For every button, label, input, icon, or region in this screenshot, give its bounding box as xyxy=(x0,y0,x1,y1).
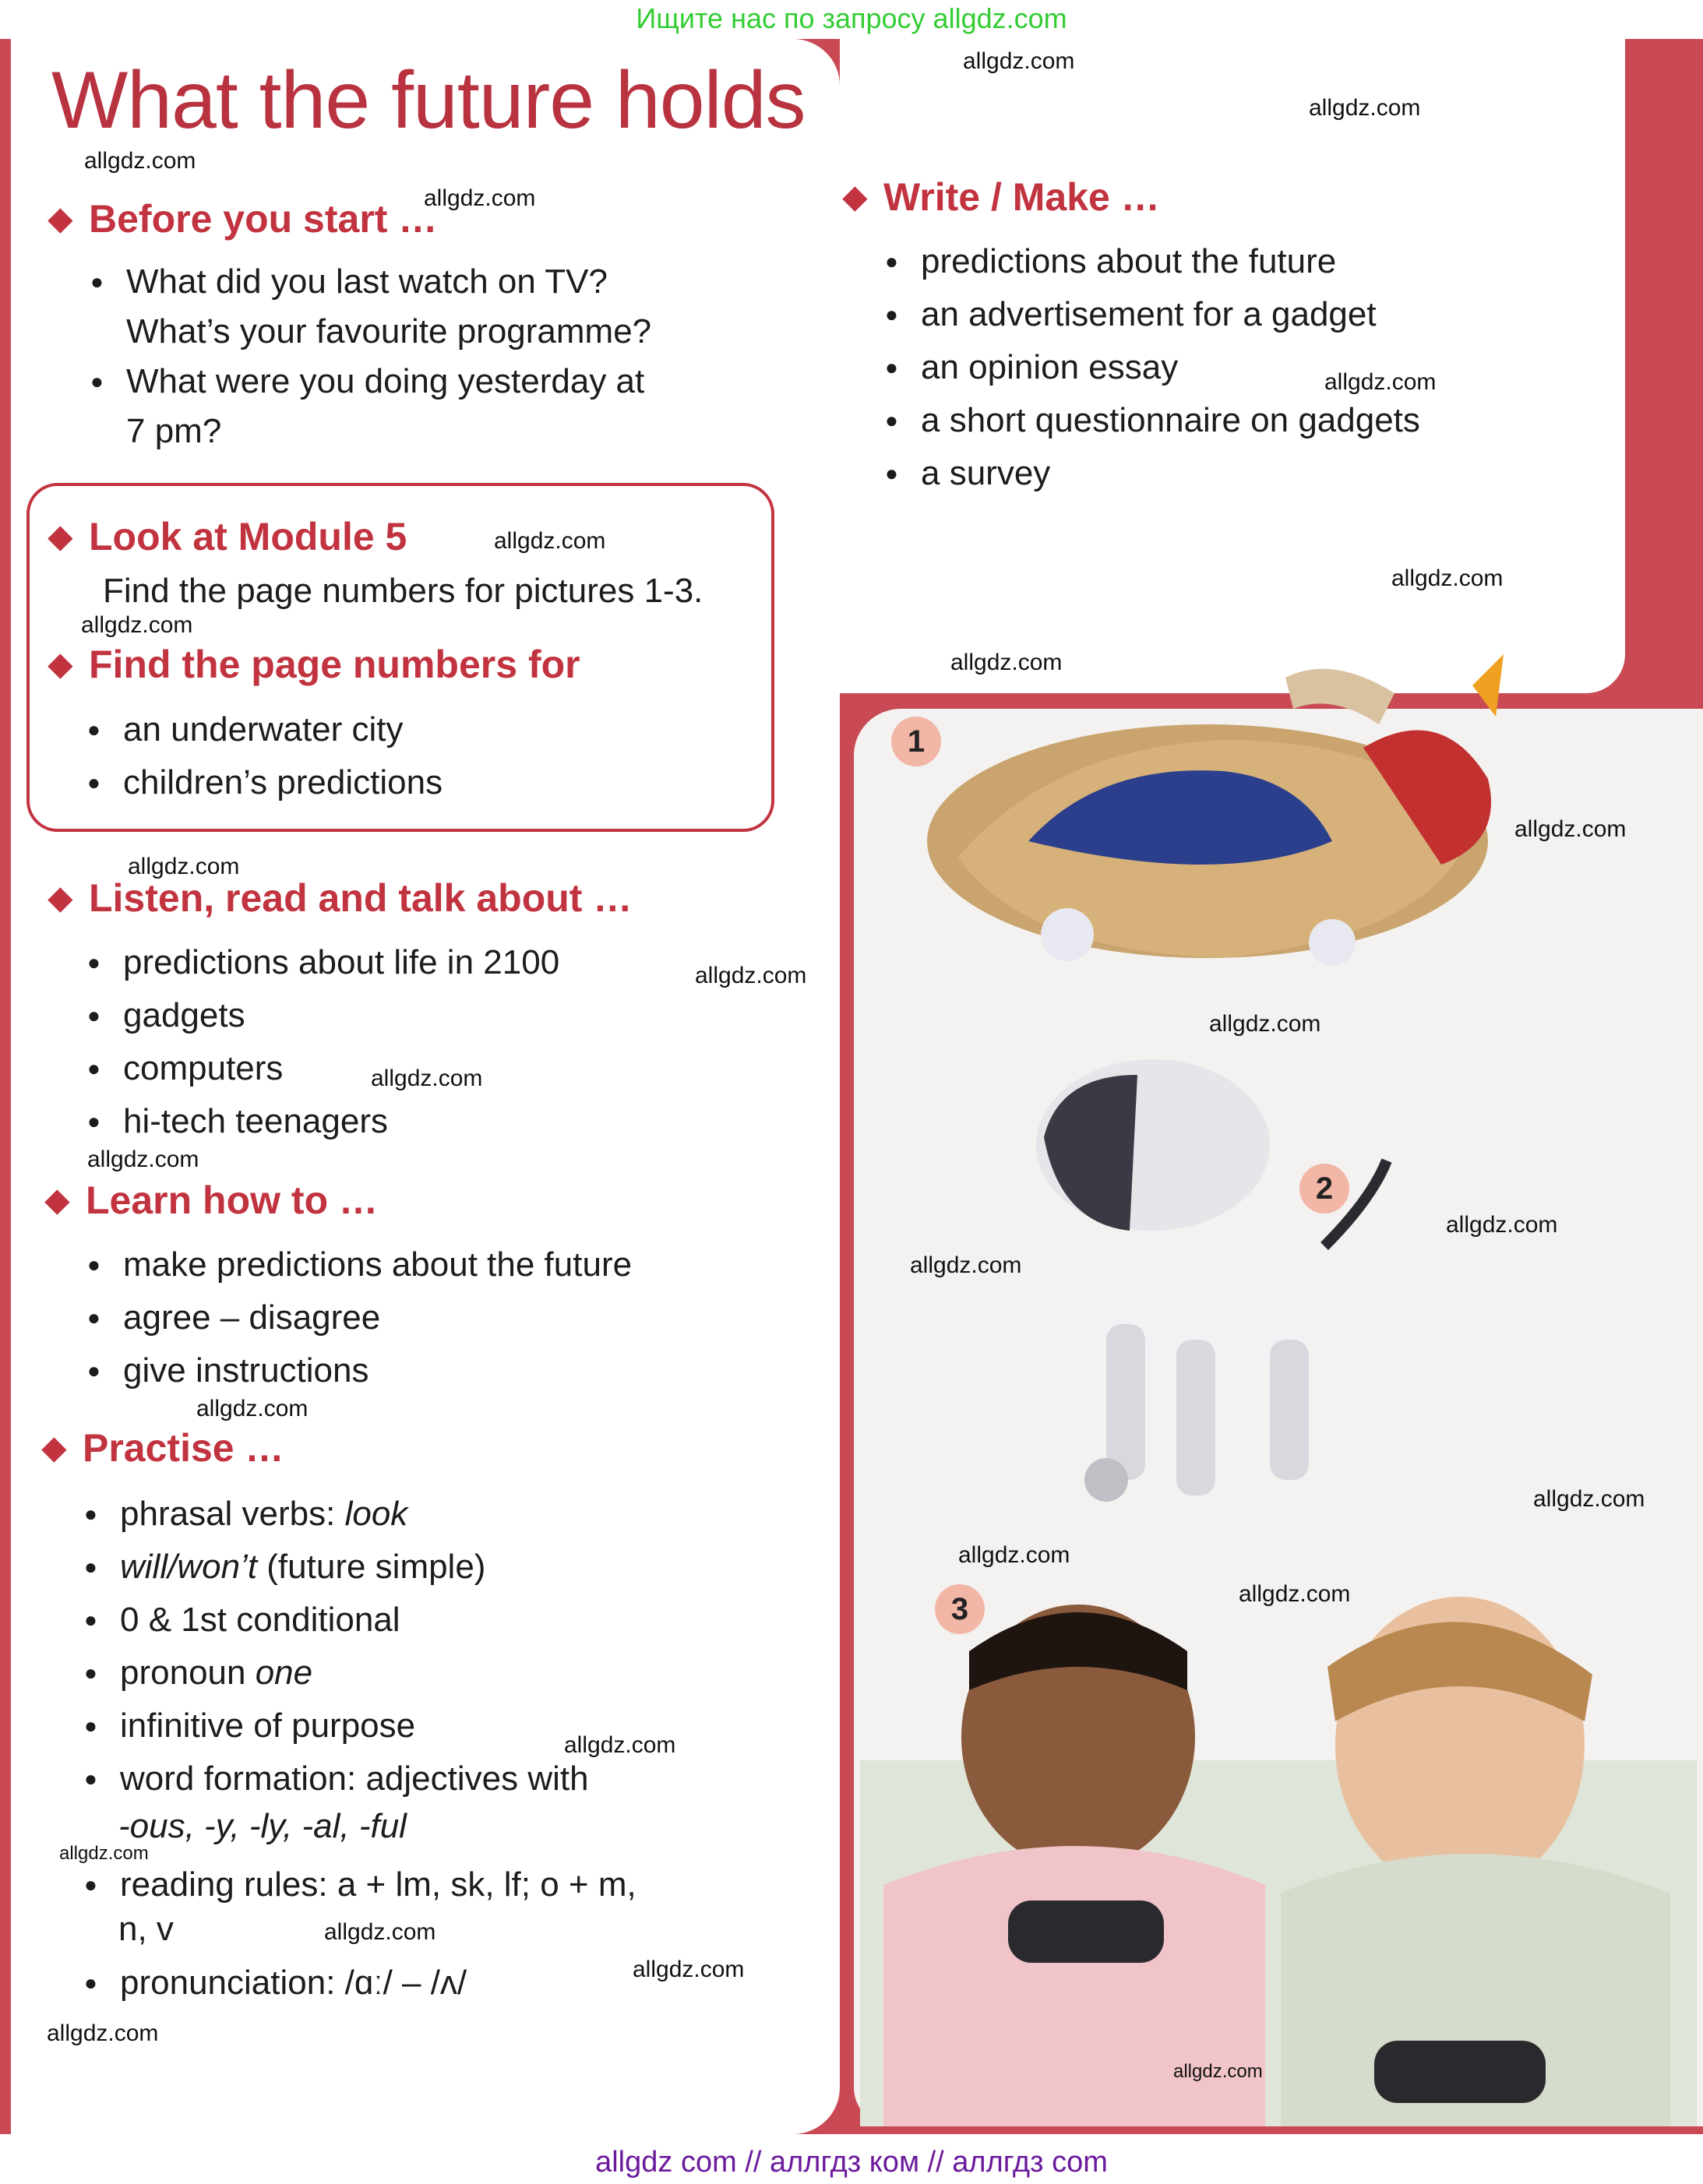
watermark: allgdz.com xyxy=(564,1732,676,1758)
watermark: allgdz.com xyxy=(910,1252,1022,1278)
watermark: allgdz.com xyxy=(1309,95,1421,121)
listen-list xyxy=(87,936,559,1148)
heading-label: Write / Make … xyxy=(883,175,1160,219)
practise-list-end xyxy=(84,1957,467,2010)
watermark: allgdz.com xyxy=(84,148,196,174)
list-item: ● phrasal verbs: look xyxy=(84,1488,589,1541)
diamond-icon: ◆ xyxy=(48,202,72,236)
list-item: ● will/won’t (future simple) xyxy=(84,1541,589,1594)
watermark: allgdz.com xyxy=(1209,1011,1321,1037)
list-item: ● computers xyxy=(87,1042,559,1095)
page-title: What the future holds xyxy=(51,55,806,146)
watermark: allgdz.com xyxy=(1391,565,1504,591)
picture-badge-1: 1 xyxy=(891,717,941,766)
suffix-line: -ous, -y, -ly, -al, -ful xyxy=(118,1807,407,1845)
list-item: ● children’s predictions xyxy=(87,756,442,809)
heading-before-you-start xyxy=(48,196,437,241)
list-item: ● word formation: adjectives with xyxy=(84,1752,589,1805)
watermark: allgdz.com xyxy=(1446,1212,1558,1238)
heading-label: Before you start … xyxy=(89,197,438,241)
list-item: ● reading rules: a + lm, sk, lf; o + m, xyxy=(84,1858,636,1911)
diamond-icon: ◆ xyxy=(843,180,867,214)
heading-listen-read-talk xyxy=(48,875,632,921)
before-list xyxy=(90,257,651,456)
list-item: ● pronunciation: /ɑː/ – /ʌ/ xyxy=(84,1957,467,2010)
watermark: allgdz.com xyxy=(633,1957,745,1982)
top-banner[interactable]: Ищите нас по запросу allgdz.com xyxy=(636,2,1067,34)
watermark: allgdz.com xyxy=(1514,816,1627,842)
diamond-icon: ◆ xyxy=(45,1183,69,1217)
diamond-icon: ◆ xyxy=(48,647,72,682)
list-item: ● pronoun one xyxy=(84,1647,589,1700)
heading-label: Listen, read and talk about … xyxy=(89,876,633,920)
list-item: ● infinitive of purpose xyxy=(84,1700,589,1752)
list-item: ● an opinion essay xyxy=(885,341,1420,394)
list-item: ● What did you last watch on TV? What’s your favourite programme? xyxy=(90,257,651,357)
bottom-banner[interactable]: allgdz com // аллгдз ком // аллгдз com xyxy=(0,2140,1703,2184)
heading-label: Look at Module 5 xyxy=(89,515,407,558)
write-list xyxy=(885,235,1420,500)
list-item: ● a short questionnaire on gadgets xyxy=(885,394,1420,447)
heading-learn-how-to xyxy=(45,1178,378,1223)
list-item: ● an advertisement for a gadget xyxy=(885,288,1420,341)
picture-badge-2: 2 xyxy=(1299,1164,1349,1214)
diamond-icon: ◆ xyxy=(42,1431,66,1465)
diamond-icon: ◆ xyxy=(48,520,72,554)
list-item: ● a survey xyxy=(885,447,1420,500)
watermark: allgdz.com xyxy=(950,650,1063,675)
heading-label: Practise … xyxy=(83,1426,284,1470)
watermark: allgdz.com xyxy=(196,1396,309,1421)
list-item: ● agree – disagree xyxy=(87,1291,632,1344)
list-item: ● make predictions about the future xyxy=(87,1238,632,1291)
watermark: allgdz.com xyxy=(128,854,240,879)
heading-practise xyxy=(42,1425,284,1471)
list-item: ● What were you doing yesterday at 7 pm? xyxy=(90,357,651,456)
list-item: ● 0 & 1st conditional xyxy=(84,1594,589,1647)
watermark: allgdz.com xyxy=(1173,2061,1263,2082)
watermark: allgdz.com xyxy=(424,185,536,211)
list-item: ● give instructions xyxy=(87,1344,632,1397)
module-text: Find the page numbers for pictures 1-3. xyxy=(103,572,703,610)
list-item: ● predictions about the future xyxy=(885,235,1420,288)
teenagers-gaming-image xyxy=(860,1558,1697,2126)
watermark: allgdz.com xyxy=(81,612,193,638)
list-item: ● hi-tech teenagers xyxy=(87,1095,559,1148)
list-item: ● an underwater city xyxy=(87,703,442,756)
watermark: allgdz.com xyxy=(1239,1581,1351,1607)
watermark: allgdz.com xyxy=(59,1843,149,1864)
robot-dog-image xyxy=(1013,1044,1418,1527)
watermark: allgdz.com xyxy=(958,1542,1070,1568)
find-list xyxy=(87,703,442,809)
watermark: allgdz.com xyxy=(87,1147,199,1172)
picture-badge-3: 3 xyxy=(935,1584,985,1634)
watermark: allgdz.com xyxy=(371,1066,483,1091)
diamond-icon: ◆ xyxy=(48,881,72,915)
heading-label: Find the page numbers for xyxy=(89,643,580,686)
list-item: ● predictions about life in 2100 xyxy=(87,936,559,989)
heading-write-make xyxy=(843,174,1160,220)
heading-label: Learn how to … xyxy=(86,1178,378,1222)
watermark: allgdz.com xyxy=(324,1919,436,1945)
practise-list xyxy=(84,1488,589,1805)
heading-find-page-numbers xyxy=(48,642,580,687)
watermark: allgdz.com xyxy=(47,2020,159,2046)
reading-rules-cont: n, v xyxy=(118,1910,174,1948)
watermark: allgdz.com xyxy=(494,528,606,554)
heading-look-at-module xyxy=(48,514,407,559)
learn-list xyxy=(87,1238,632,1397)
watermark: allgdz.com xyxy=(963,48,1075,74)
list-item: ● gadgets xyxy=(87,989,559,1042)
watermark: allgdz.com xyxy=(1324,369,1437,395)
watermark: allgdz.com xyxy=(1533,1486,1645,1512)
watermark: allgdz.com xyxy=(695,963,807,988)
practise-list-cont xyxy=(84,1858,636,1911)
